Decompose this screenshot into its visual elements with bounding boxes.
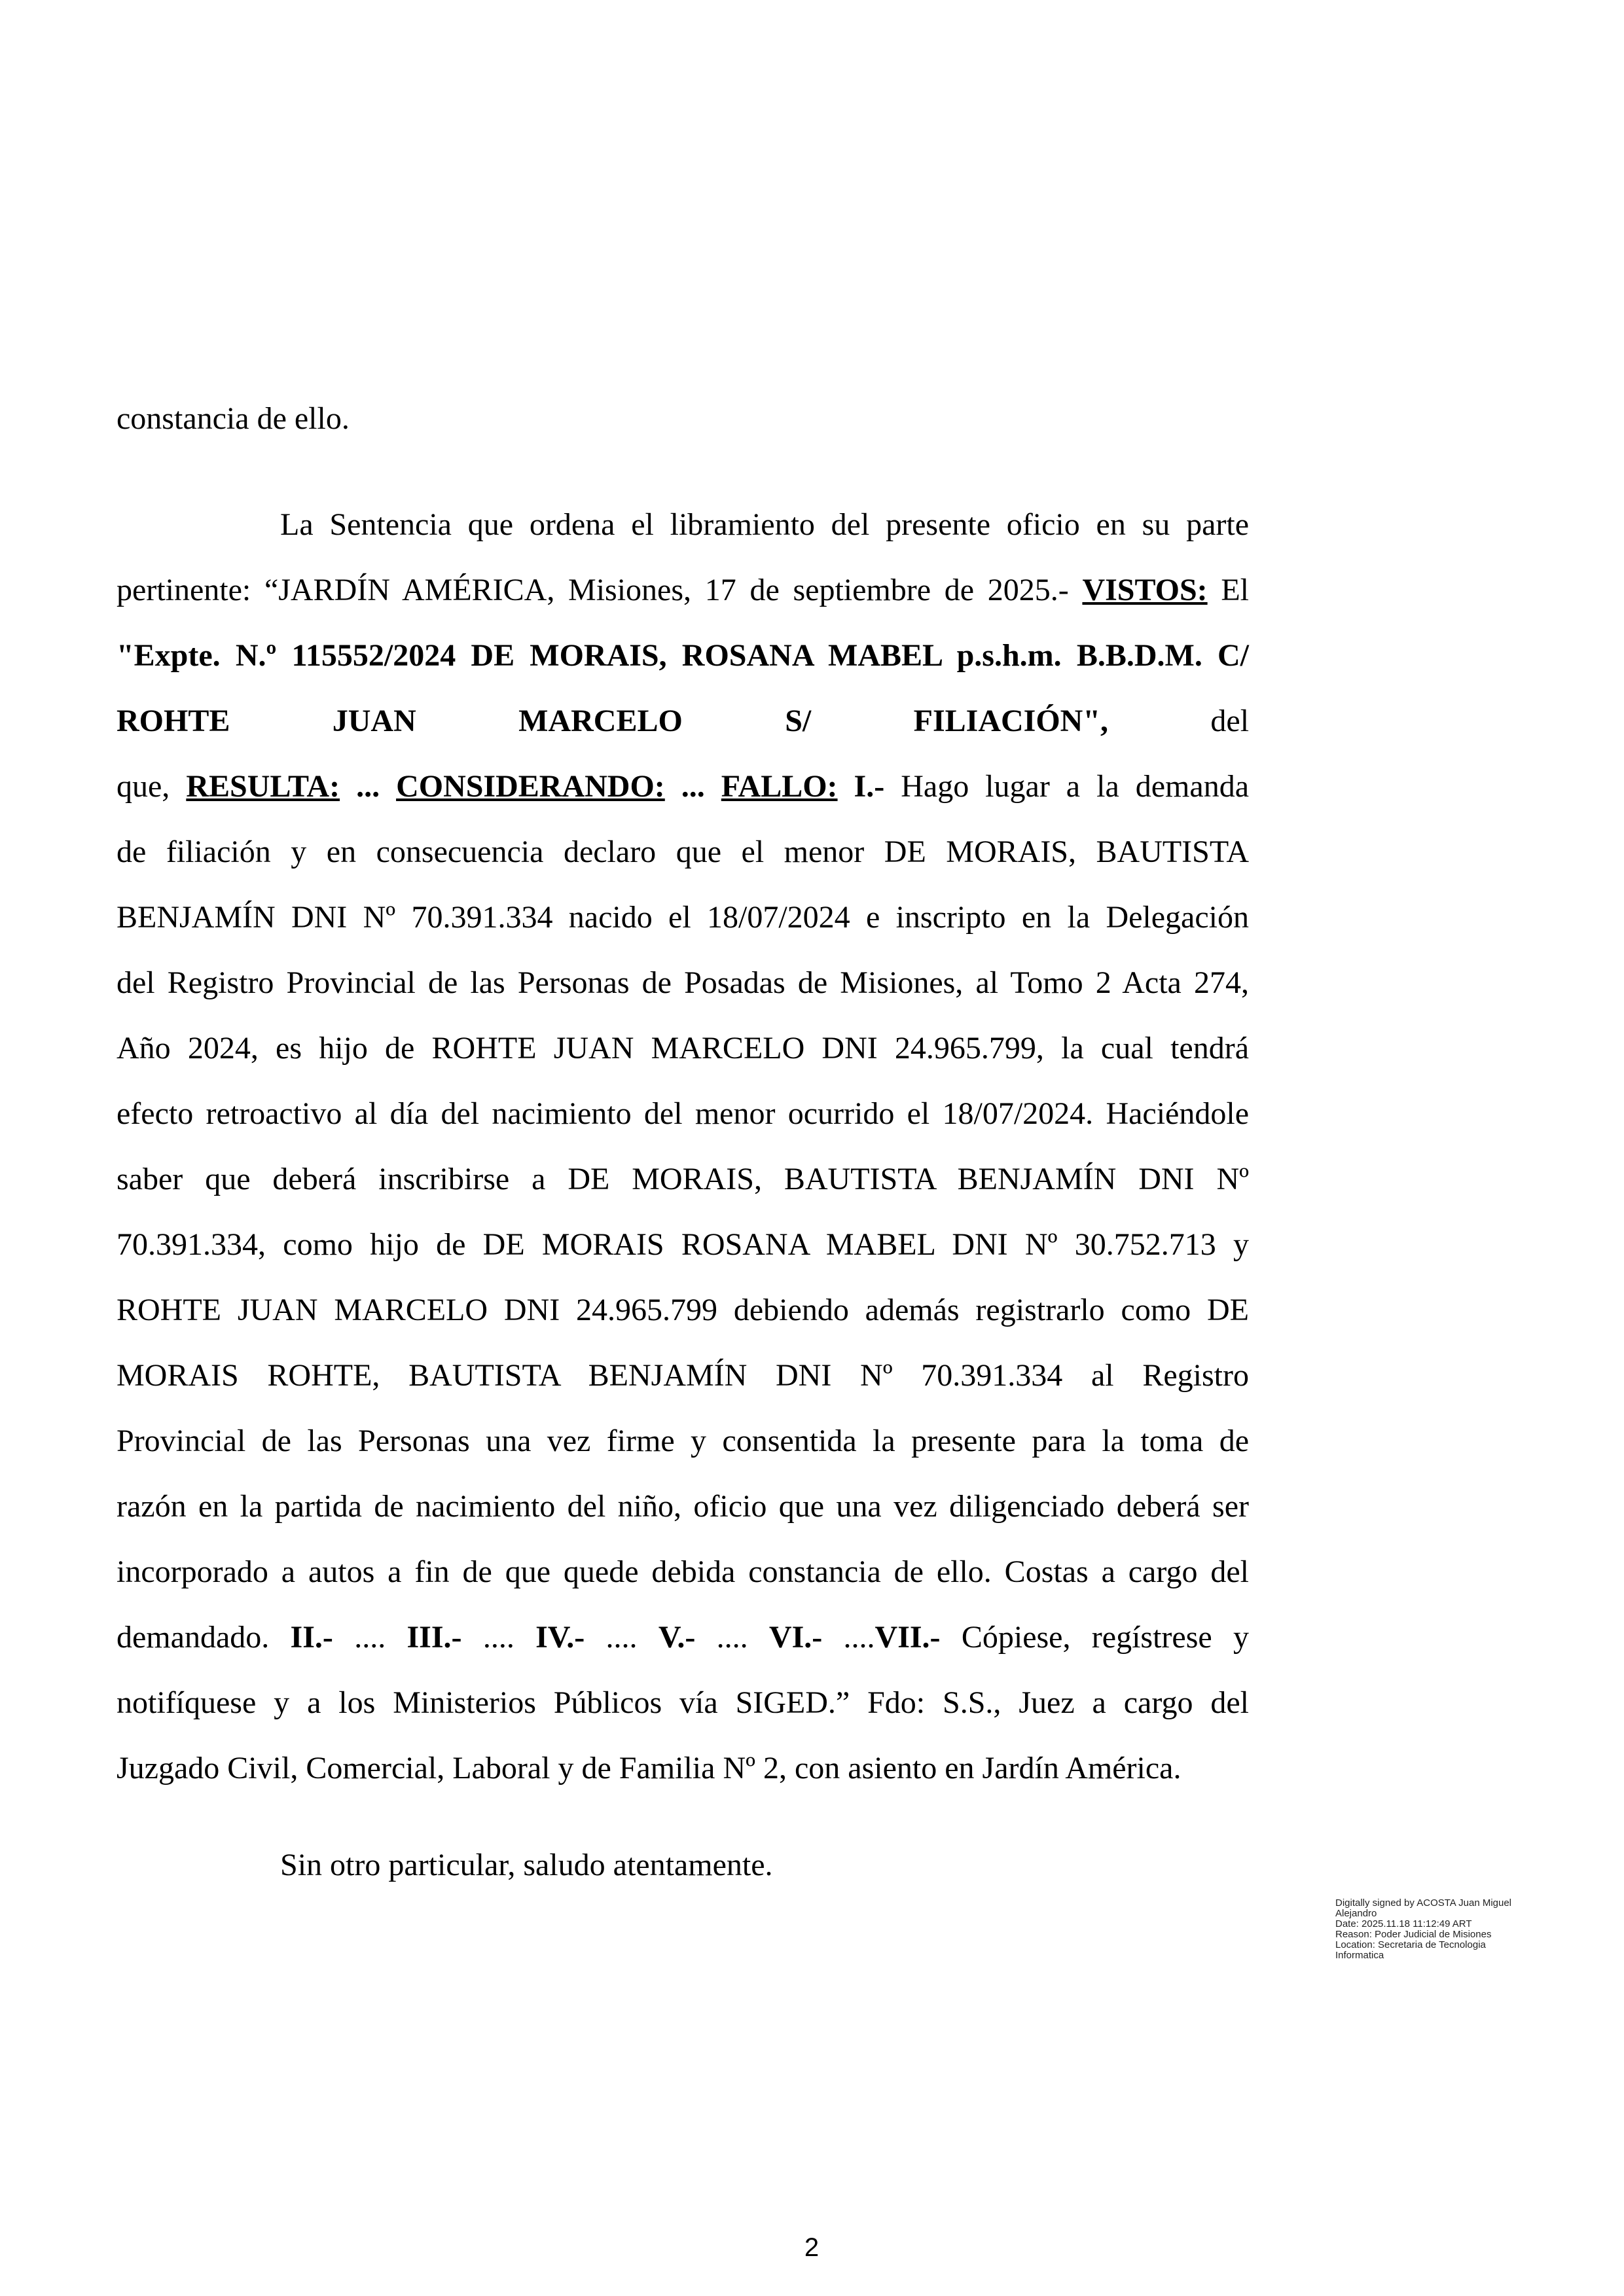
dots-4: .... bbox=[716, 1620, 748, 1655]
spaced-word-filiacion: FILIACIÓN", bbox=[913, 704, 1108, 738]
body-line-20: Juzgado Civil, Comercial, Laboral y de Familia Nº 2, con asiento en Jardín América. bbox=[117, 1751, 1182, 1785]
item-v: V.- bbox=[658, 1620, 696, 1655]
vistos-heading: VISTOS: bbox=[1082, 573, 1208, 607]
spaced-word-s: S/ bbox=[785, 704, 812, 738]
body-line-11: saber que deberá inscribirse a DE MORAIS, BAUTISTA BENJAMÍN DNI Nº bbox=[117, 1162, 1249, 1196]
item-vii: VII.- bbox=[875, 1620, 941, 1655]
body-line-2 bbox=[117, 558, 1249, 623]
page-number: 2 bbox=[804, 2233, 820, 2262]
body-line-5 bbox=[117, 754, 1249, 819]
body-line-7: BENJAMÍN DNI Nº 70.391.334 nacido el 18/07/2024 e inscripto en la Delegación bbox=[117, 900, 1249, 935]
signature-signed-by-cont: Alejandro bbox=[1335, 1908, 1377, 1919]
body-line-13: ROHTE JUAN MARCELO DNI 24.965.799 debiendo además registrarlo como DE bbox=[117, 1293, 1249, 1327]
dots-1: .... bbox=[354, 1620, 386, 1655]
dots-2: .... bbox=[482, 1620, 514, 1655]
case-title-line: "Expte. N.º 115552/2024 DE MORAIS, ROSANA MABEL p.s.h.m. B.B.D.M. C/ bbox=[117, 638, 1249, 673]
body-line-5-start: que, bbox=[117, 769, 170, 804]
body-line-15: Provincial de las Personas una vez firme y consentida la presente para la toma de bbox=[117, 1424, 1249, 1458]
spaced-word-del: del bbox=[1210, 704, 1250, 738]
body-line-2-end: El bbox=[1221, 573, 1249, 607]
body-line-14: MORAIS ROHTE, BAUTISTA BENJAMÍN DNI Nº 70.391.334 al Registro bbox=[117, 1358, 1249, 1393]
signature-date: Date: 2025.11.18 11:12:49 ART bbox=[1335, 1918, 1472, 1929]
body-line-16: razón en la partida de nacimiento del niño, oficio que una vez diligenciado deberá ser bbox=[117, 1489, 1249, 1524]
item-ii: II.- bbox=[290, 1620, 333, 1655]
digital-signature-stamp bbox=[1335, 1898, 1538, 1961]
opening-line bbox=[117, 386, 1249, 452]
body-line-6: de filiación y en consecuencia declaro que el menor DE MORAIS, BAUTISTA bbox=[117, 834, 1249, 869]
body-line-17: incorporado a autos a fin de que quede debida constancia de ello. Costas a cargo del bbox=[117, 1554, 1249, 1589]
opening-text: constancia de ello. bbox=[117, 401, 350, 436]
closing-text: Sin otro particular, saludo atentamente. bbox=[280, 1848, 773, 1882]
body-line-10: efecto retroactivo al día del nacimiento del menor ocurrido el 18/07/2024. Haciéndole bbox=[117, 1096, 1249, 1131]
fallo-heading: FALLO: bbox=[721, 769, 838, 804]
item-vi: VI.- bbox=[768, 1620, 823, 1655]
item-iii: III.- bbox=[406, 1620, 462, 1655]
case-title-spaced-line bbox=[117, 689, 1249, 754]
body-line-19: notifíquese y a los Ministerios Públicos vía SIGED.” Fdo: S.S., Juez a cargo del bbox=[117, 1685, 1249, 1720]
item-iv: IV.- bbox=[535, 1620, 585, 1655]
body-line-9: Año 2024, es hijo de ROHTE JUAN MARCELO DNI 24.965.799, la cual tendrá bbox=[117, 1031, 1249, 1066]
ellipsis-1: ... bbox=[356, 769, 380, 804]
body-line-5-end: Hago lugar a la demanda bbox=[901, 769, 1250, 804]
spaced-word-rohte: ROHTE bbox=[117, 704, 230, 738]
signature-reason: Reason: Poder Judicial de Misiones bbox=[1335, 1929, 1492, 1940]
body-line-18-start: demandado. bbox=[117, 1620, 270, 1655]
sentence-paragraph bbox=[117, 492, 1249, 1801]
closing-line bbox=[117, 1833, 1413, 1898]
signature-location-cont: Informatica bbox=[1335, 1950, 1384, 1961]
ellipsis-2: ... bbox=[681, 769, 705, 804]
signature-location: Location: Secretaria de Tecnologia bbox=[1335, 1939, 1486, 1950]
body-line-18 bbox=[117, 1605, 1249, 1670]
dots-5: .... bbox=[843, 1620, 875, 1655]
item-i: I.- bbox=[854, 769, 885, 804]
spaced-word-juan: JUAN bbox=[332, 704, 416, 738]
body-line-8: del Registro Provincial de las Personas de Posadas de Misiones, al Tomo 2 Acta 274, bbox=[117, 965, 1249, 1000]
considerando-heading: CONSIDERANDO: bbox=[396, 769, 665, 804]
body-line-12: 70.391.334, como hijo de DE MORAIS ROSANA MABEL DNI Nº 30.752.713 y bbox=[117, 1227, 1249, 1262]
signature-signed-by: Digitally signed by ACOSTA Juan Miguel bbox=[1335, 1897, 1512, 1909]
dots-3: .... bbox=[605, 1620, 638, 1655]
body-line-1: La Sentencia que ordena el libramiento del presente oficio en su parte bbox=[280, 507, 1249, 542]
body-line-18-end: Cópiese, regístrese y bbox=[961, 1620, 1249, 1655]
resulta-heading: RESULTA: bbox=[186, 769, 340, 804]
body-line-2-text: pertinente: “JARDÍN AMÉRICA, Misiones, 17 de septiembre de 2025.- bbox=[117, 573, 1069, 607]
spaced-word-marcelo: MARCELO bbox=[518, 704, 683, 738]
